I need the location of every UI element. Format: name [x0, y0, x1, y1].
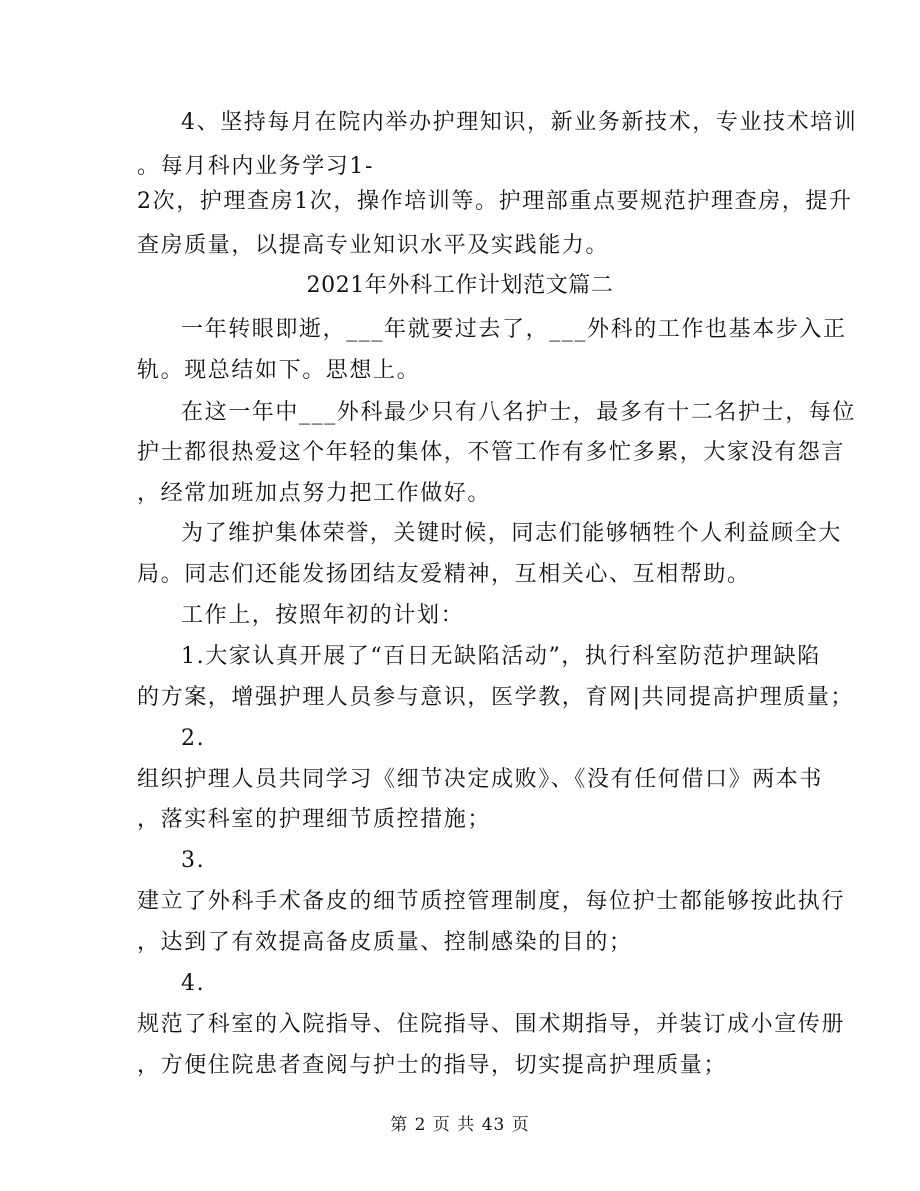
text-line: 为了维护集体荣誉，关键时候，同志们能够牺牲个人利益顾全大	[181, 521, 842, 546]
text-line: 查房质量，以提高专业知识水平及实践能力。	[137, 233, 610, 258]
text-line: 规范了科室的入院指导、住院指导、围术期指导，并装订成小宣传册	[137, 1012, 846, 1037]
text-line: ，落实科室的护理细节质控措施；	[137, 807, 492, 832]
section-title: 2021年外科工作计划范文篇二	[306, 273, 614, 298]
text-line: ，方便住院患者查阅与护士的指导，切实提高护理质量；	[137, 1053, 728, 1078]
text-line: 的方案，增强护理人员参与意识，医学教，育网|共同提高护理质量；	[137, 685, 855, 710]
text-line: ，达到了有效提高备皮质量、控制感染的目的；	[137, 930, 633, 955]
text-line: 工作上，按照年初的计划：	[181, 603, 465, 628]
text-line: 4.	[181, 971, 206, 996]
text-line: 局。同志们还能发扬团结友爱精神，互相关心、互相帮助。	[137, 562, 751, 587]
text-line: 。每月科内业务学习1-	[137, 154, 375, 179]
text-line: 轨。现总结如下。思想上。	[137, 358, 421, 383]
text-line: 建立了外科手术备皮的细节质控管理制度，每位护士都能够按此执行	[137, 889, 846, 914]
text-line: 4、坚持每月在院内举办护理知识，新业务新技术，专业技术培训	[181, 110, 858, 135]
text-line: 一年转眼即逝，___年就要过去了，___外科的工作也基本步入正	[181, 317, 847, 342]
text-line: 2次，护理查房1次，操作培训等。护理部重点要规范护理查房，提升	[137, 189, 853, 214]
page-number: 第 2 页 共 43 页	[390, 1115, 530, 1135]
text-line: ，经常加班加点努力把工作做好。	[137, 481, 492, 506]
text-line: 2.	[181, 726, 206, 751]
text-line: 1.大家认真开展了“百日无缺陷活动”，执行科室防范护理缺陷	[181, 644, 821, 669]
text-line: 护士都很热爱这个年轻的集体，不管工作有多忙多累，大家没有怨言	[137, 440, 846, 465]
text-line: 组织护理人员共同学习《细节决定成败》、《没有任何借口》两本书	[137, 767, 824, 792]
text-line: 3.	[181, 848, 206, 873]
text-line: 在这一年中___外科最少只有八名护士，最多有十二名护士，每位	[181, 400, 857, 425]
